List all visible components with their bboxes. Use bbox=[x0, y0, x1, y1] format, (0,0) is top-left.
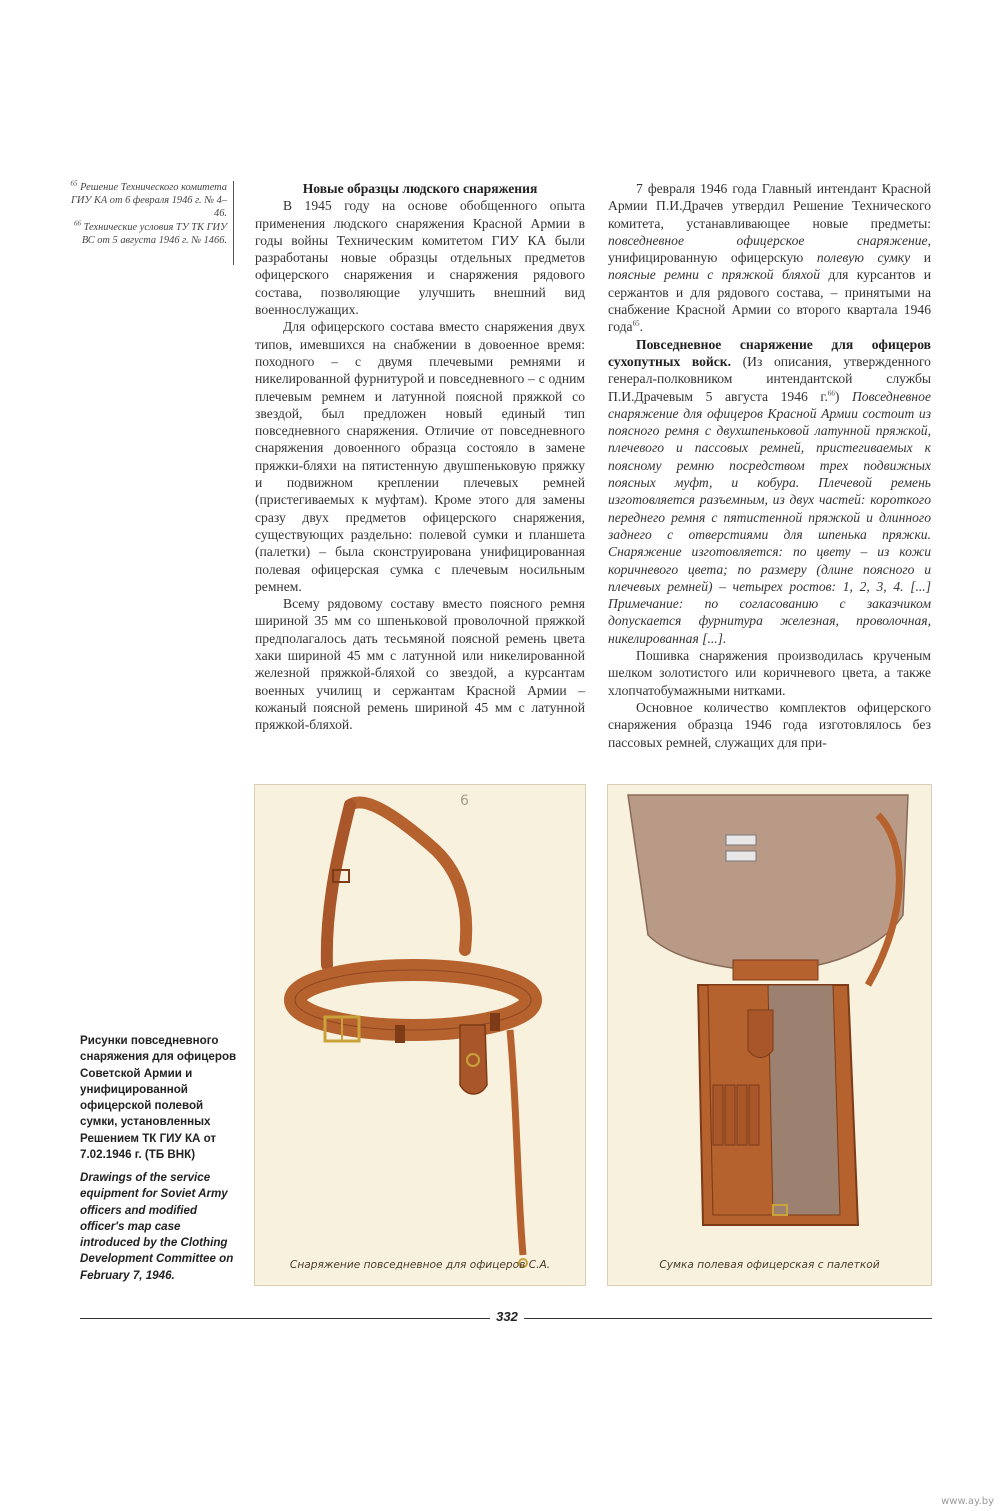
map-case-illustration bbox=[608, 785, 931, 1285]
paragraph-6: Пошивка снаряжения производилась крученым шелком золотистого или коричневого цвета, а также хлопчатобумажными нитками. bbox=[608, 648, 931, 698]
map-case-plate-caption: Сумка полевая офицерская с палеткой bbox=[659, 1259, 880, 1271]
paragraph-7: Основное количество комплектов офицерского снаряжения образца 1946 года изготовлялось без пассовых ремней, служащих для при- bbox=[608, 699, 931, 750]
section-heading: Новые образцы людского снаряжения bbox=[302, 181, 538, 196]
right-text-column bbox=[608, 180, 931, 751]
footnote-65: $^{65}$ Решение Технического комитета ГИУ КА от 6 февраля 1946 г. № 4–46. bbox=[70, 179, 227, 220]
paragraph-1: В 1945 году на основе обобщенного опыта применения людского снаряжения Красной Армии в годы войны Техническим комитетом ГИУ КА были разработаны новые образцы отдельных предметов офицерского снаряжения и снаряжения рядового состава, позволяющие улучшить внешний вид военнослужащих. bbox=[255, 198, 585, 318]
left-text-column bbox=[255, 180, 585, 734]
belt-plate-caption: Снаряжение повседневное для офицеров С.А. bbox=[289, 1259, 551, 1271]
paragraph-2: Для офицерского состава вместо снаряжения двух типов, имевшихся на снабжении в довоенное время: походного – с двумя плечевыми ремнями и никелированной фурнитурой и повседневного – с одним плечевым ремнем и латунной поясной пряжкой со звездой, был предложен новый единый тип повседневного снаряжения. Отличие от повседневного снаряжения довоенного образца состояло в замене пряжки-бляхи на пятистенную двушпеньковую пряжку и подвижном креплении плечевых ремней (пристегиваемых к муфтам). Кроме этого для замены сразу двух предметов офицерского снаряжения, существующих раздельно: полевой сумки и планшета (палетки) – была сконструирована унифицированная полевая офицерская сумка с плечевым носильным ремнем. bbox=[255, 319, 585, 594]
footnote-66: $^{66}$ Технические условия ТУ ТК ГИУ ВС от 5 августа 1946 г. № 1466. bbox=[73, 219, 227, 246]
map-case-drawing-plate bbox=[607, 784, 932, 1286]
sidenotes bbox=[66, 181, 234, 265]
figure-caption-english: Drawings of the service equipment for Soviet Army officers and modified officer's map case introduced by the Clothing Development Committee on February 7, 1946. bbox=[80, 1171, 234, 1282]
paragraph-3: Всему рядовому составу вместо поясного ремня шириной 35 мм со шпеньковой проволочной пряжкой предполагалось дать тесьмяной поясной ремень цвета хаки шириной 45 мм с латунной или никелированной железной пряжкой-бляхой со звездой, а курсантам военных училищ и сержантам Красной Армии – кожаный поясной ремень шириной 45 мм с латунной пряжкой-бляхой. bbox=[255, 596, 585, 733]
figure-caption-russian: Рисунки повседневного снаряжения для офицеров Советской Армии и унифицированной офицерской полевой сумки, установленных Решением ТК ГИУ КА от 7.02.1946 г. (ТБ ВНК) bbox=[80, 1034, 237, 1162]
belt-illustration bbox=[255, 785, 585, 1285]
paragraph-5: Повседневное снаряжение для офицеров сухопутных войск. (Из описания, утвержденного генерал-полковником интендантской службы П.И.Драчевым 5 августа 1946 г.$^{66}$) Повседневное снаряжение для офицеров Красной Армии состоит из поясного ремня с двухшпеньковой латунной пряжкой, плечевого и пассовых ремней, пристегиваемых к поясному ремню посредством трех подвижных поясных муфт, и кобура. Плечевой ремень изготовляется разъемным, из двух частей: короткого переднего ремня с пятистенной пряжкой и длинного заднего с отверстиями для шпенька пряжки. Снаряжение изготовляется: по цвету – из кожи коричневого цвета; по размеру (длине поясного и плечевых ремней) – четырех ростов: 1, 2, 3, 4. [...] Примечание: по согласованию с заказчиком допускается фурнитура железная, проволочная, никелированная [...]. bbox=[608, 336, 931, 646]
page-number: 332 bbox=[496, 1309, 518, 1324]
paragraph-4: 7 февраля 1946 года Главный интендант Красной Армии П.И.Драчев утвердил Решение Технического комитета, устанавливающее новые предметы: повседневное офицерское снаряжение, унифицированную офицерскую полевую сумку и поясные ремни с пряжкой бляхой для курсантов и сержантов и для рядового состава, – принятыми на снабжение Красной Армии со второго квартала 1946 года$^{65}$. bbox=[608, 181, 931, 335]
pencil-mark: 6 bbox=[460, 793, 469, 809]
belt-drawing-plate bbox=[254, 784, 586, 1286]
watermark: www.ay.by bbox=[941, 1496, 994, 1507]
footer-rule-right bbox=[524, 1318, 932, 1319]
footer-rule-left bbox=[80, 1318, 490, 1319]
